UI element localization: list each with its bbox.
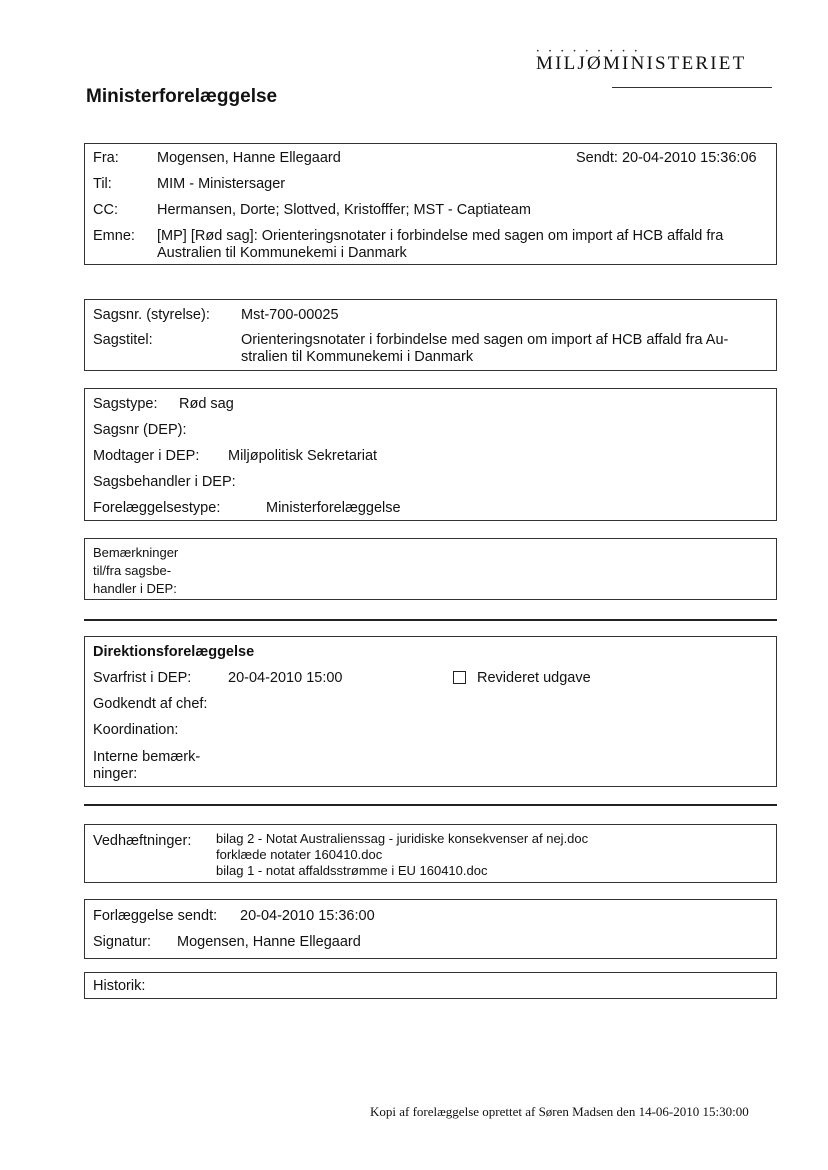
dep-number-label: Sagsnr (DEP): [93, 422, 187, 438]
case-details-box [84, 388, 777, 521]
subject-label: Emne: [93, 228, 135, 244]
direction-box [84, 636, 777, 787]
form-type-label: Forelæggelsestype: [93, 500, 221, 516]
case-type-label: Sagstype: [93, 396, 158, 412]
subject-line-1: [MP] [Rød sag]: Orienteringsnotater i forbindelse med sagen om import af HCB affald fra [157, 228, 724, 244]
case-box [84, 299, 777, 371]
section-divider [84, 619, 777, 621]
case-title-label: Sagstitel: [93, 332, 153, 348]
handler-label: Sagsbehandler i DEP: [93, 474, 236, 490]
deadline-value: 20-04-2010 15:00 [228, 670, 343, 686]
copy-footer: Kopi af forelæggelse oprettet af Søren Madsen den 14-06-2010 15:30:00 [370, 1104, 749, 1119]
submission-box [84, 899, 777, 959]
case-number-label: Sagsnr. (styrelse): [93, 307, 210, 323]
attachments-label: Vedhæftninger: [93, 833, 192, 849]
signature-value: Mogensen, Hanne Ellegaard [177, 934, 361, 950]
cc-value: Hermansen, Dorte; Slottved, Kristofffer; MST - Captiateam [157, 202, 531, 218]
coordination-label: Koordination: [93, 722, 179, 738]
logo-name: MILJØMINISTERIET [536, 53, 747, 74]
internal-remarks-label-line-2: ninger: [93, 766, 138, 782]
logo-underline [612, 87, 772, 88]
cc-label: CC: [93, 202, 118, 218]
email-header-box [84, 143, 777, 265]
logo-dots: • • • • • • • • • [536, 48, 641, 55]
remarks-box [84, 538, 777, 600]
direction-heading: Direktionsforelæggelse [93, 644, 255, 660]
revised-label: Revideret udgave [477, 670, 591, 686]
submission-sent-value: 20-04-2010 15:36:00 [240, 908, 375, 924]
approved-label: Godkendt af chef: [93, 696, 208, 712]
sent-timestamp: Sendt: 20-04-2010 15:36:06 [576, 150, 757, 166]
case-number-value: Mst-700-00025 [241, 307, 339, 323]
internal-remarks-label-line-1: Interne bemærk- [93, 749, 201, 765]
receiver-value: Miljøpolitisk Sekretariat [228, 448, 378, 464]
to-label: Til: [93, 176, 112, 192]
remarks-label-line-3: handler i DEP: [93, 581, 177, 596]
deadline-label: Svarfrist i DEP: [93, 670, 192, 686]
remarks-label-line-2: til/fra sagsbe- [93, 563, 172, 578]
ministry-logo [536, 48, 772, 75]
signature-label: Signatur: [93, 934, 152, 950]
history-box [84, 972, 777, 999]
document-title: Ministerforelæggelse [86, 86, 278, 107]
submission-sent-label: Forlæggelse sendt: [93, 908, 218, 924]
to-value: MIM - Ministersager [157, 176, 286, 192]
attachment-file[interactable]: bilag 1 - notat affaldsstrømme i EU 160410.doc [216, 863, 488, 878]
form-type-value: Ministerforelæggelse [266, 500, 401, 516]
attachments-box [84, 824, 777, 883]
case-title-line-1: Orienteringsnotater i forbindelse med sagen om import af HCB affald fra Au- [241, 332, 729, 348]
revised-checkbox[interactable] [453, 671, 466, 684]
attachment-file[interactable]: bilag 2 - Notat Australienssag - juridiske konsekvenser af nej.doc [216, 831, 589, 846]
case-title-line-2: stralien til Kommunekemi i Danmark [241, 349, 474, 365]
from-value: Mogensen, Hanne Ellegaard [157, 150, 341, 166]
section-divider [84, 804, 777, 806]
from-label: Fra: [93, 150, 119, 166]
attachment-file[interactable]: forklæde notater 160410.doc [216, 847, 383, 862]
case-type-value: Rød sag [179, 396, 234, 412]
subject-line-2: Australien til Kommunekemi i Danmark [157, 245, 407, 261]
remarks-label-line-1: Bemærkninger [93, 545, 179, 560]
receiver-label: Modtager i DEP: [93, 448, 200, 464]
history-label: Historik: [93, 978, 146, 994]
